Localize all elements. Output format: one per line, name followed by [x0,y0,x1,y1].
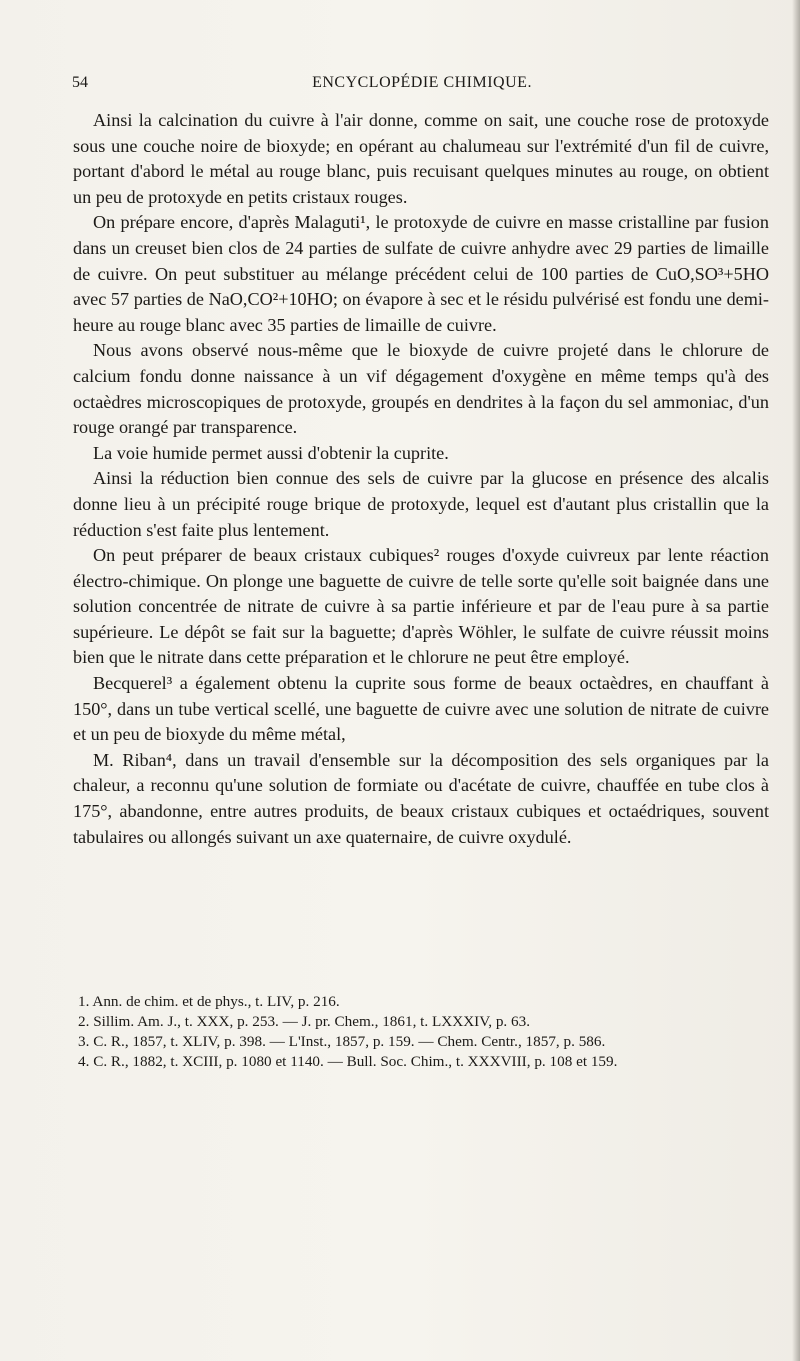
page-number: 54 [72,74,88,91]
paragraph: On prépare encore, d'après Malaguti¹, le protoxyde de cuivre en masse cristalline par fusion dans un creuset bien clos de 24 parties de sulfate de cuivre anhydre avec 29 parties de limaille de cuivre. On peut substituer au mélange précédent celui de 100 parties de CuO,SO³+5HO avec 57 parties de NaO,CO²+10HO; on évapore à sec et le résidu pulvérisé est fondu une demi-heure au rouge blanc avec 35 parties de limaille de cuivre. [73,212,769,335]
body-text [73,108,769,850]
footnotes [78,992,778,1072]
footnote-4: 4. C. R., 1882, t. XCIII, p. 1080 et 1140. — Bull. Soc. Chim., t. XXXVIII, p. 108 et 159. [78,1053,618,1070]
footnote-2: 2. Sillim. Am. J., t. XXX, p. 253. — J. pr. Chem., 1861, t. LXXXIV, p. 63. [78,1013,530,1030]
paragraph: Ainsi la calcination du cuivre à l'air donne, comme on sait, une couche rose de protoxyde sous une couche noire de bioxyde; en opérant au chalumeau sur l'extrémité d'un fil de cuivre, portant d'abord le métal au rouge blanc, puis recuisant quelques minutes au rouge, on obtient un peu de protoxyde en petits cristaux rouges. [73,110,769,207]
paragraph: Nous avons observé nous-même que le bioxyde de cuivre projeté dans le chlorure de calcium fondu donne naissance à un vif dégagement d'oxygène en même temps qu'à des octaèdres microscopiques de protoxyde, groupés en dendrites à la façon du sel ammoniac, d'un rouge orangé par transparence. [73,340,769,438]
running-title: ENCYCLOPÉDIE CHIMIQUE. [312,74,532,91]
paragraph: Becquerel³ a également obtenu la cuprite sous forme de beaux octaèdres, en chauffant à 150°, dans un tube vertical scellé, une baguette de cuivre avec une solution de nitrate de cuivre et un peu de bioxyde du même métal, [73,673,769,745]
footnote-1: 1. Ann. de chim. et de phys., t. LIV, p. 216. [78,993,340,1010]
page-header [72,74,772,96]
paragraph: M. Riban⁴, dans un travail d'ensemble sur la décomposition des sels organiques par la chaleur, a reconnu qu'une solution de formiate ou d'acétate de cuivre, chauffée en tube clos à 175°, abandonne, entre autres produits, de beaux cristaux cubiques et octaédriques, souvent tabulaires ou allongés suivant un axe quaternaire, de cuivre oxydulé. [73,749,769,847]
paragraph: On peut préparer de beaux cristaux cubiques² rouges d'oxyde cuivreux par lente réaction électro-chimique. On plonge une baguette de cuivre de telle sorte qu'elle soit baignée dans une solution concentrée de nitrate de cuivre à sa partie inférieure et par de l'eau pure à sa partie supérieure. Le dépôt se fait sur la baguette; d'après Wöhler, le sulfate de cuivre réussit moins bien que le nitrate dans cette préparation et le chlorure ne peut être employé. [73,545,769,668]
page-edge-shadow [792,0,800,1361]
paragraph: La voie humide permet aussi d'obtenir la cuprite. [93,442,449,463]
paragraph: Ainsi la réduction bien connue des sels de cuivre par la glucose en présence des alcalis donne lieu à un précipité rouge brique de protoxyde, lequel est d'autant plus cristallin que la réduction s'est faite plus lentement. [73,468,769,540]
footnote-3: 3. C. R., 1857, t. XLIV, p. 398. — L'Inst., 1857, p. 159. — Chem. Centr., 1857, p. 586. [78,1033,606,1050]
